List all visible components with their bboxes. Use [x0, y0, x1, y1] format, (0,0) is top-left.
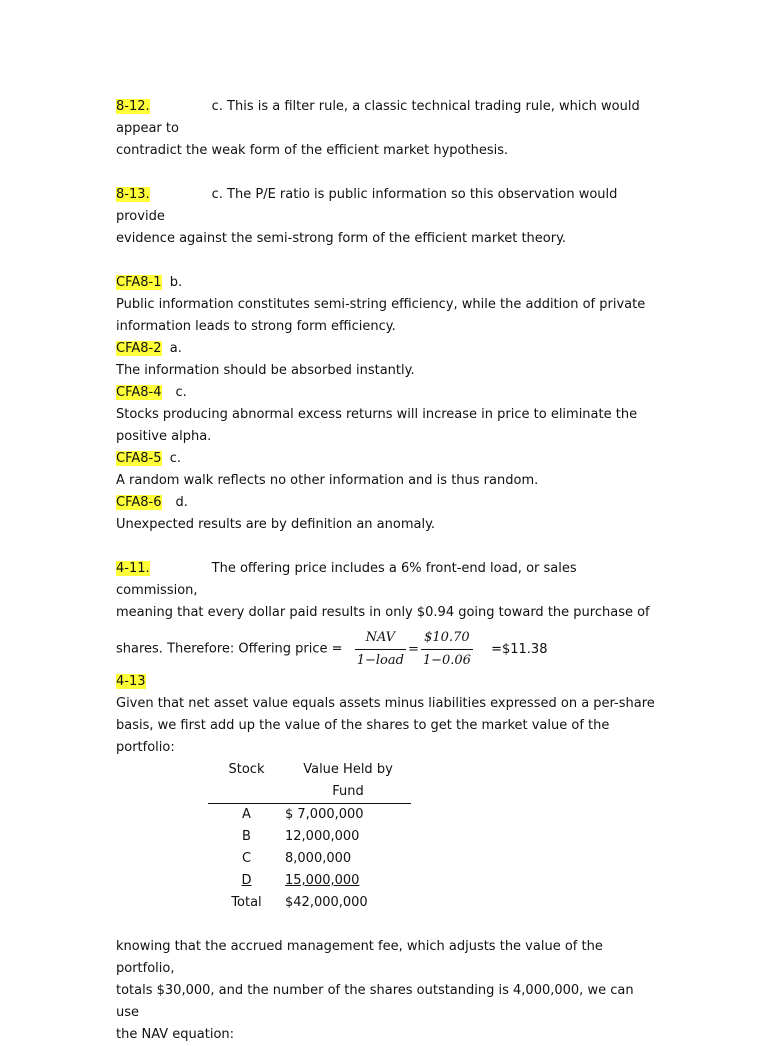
- row-value: 15,000,000: [285, 873, 360, 888]
- q4-11-text2: meaning that every dollar paid results in only $0.94 going toward the purchase of: [116, 605, 650, 620]
- cfa8-5-answer: c.: [169, 451, 182, 466]
- cfa8-5-label: CFA8-5: [116, 451, 162, 466]
- q8-12-label: 8-12.: [116, 99, 150, 114]
- cfa8-6-answer: d.: [175, 495, 188, 510]
- q4-13-text1: Given that net asset value equals assets minus liabilities expressed on a per-share: [116, 696, 655, 711]
- row-value: $ 7,000,000: [285, 807, 364, 822]
- cfa8-1-text1: Public information constitutes semi-string efficiency, while the addition of private: [116, 297, 646, 312]
- cfa8-6-text1: Unexpected results are by definition an anomaly.: [116, 517, 436, 532]
- q4-13-label: 4-13: [116, 674, 146, 689]
- table-row: [208, 804, 411, 827]
- fraction-1: [355, 628, 406, 671]
- q4-11-line1: [116, 558, 656, 602]
- q4-13-text4: totals $30,000, and the number of the shares outstanding is 4,000,000, we can use: [116, 983, 634, 1020]
- cfa8-4-header: [116, 382, 656, 404]
- fraction-1-numerator: NAV: [355, 628, 406, 650]
- q8-12-text2: contradict the weak form of the efficient market hypothesis.: [116, 143, 509, 158]
- cfa8-2-label: CFA8-2: [116, 341, 162, 356]
- q4-13-text2: basis, we first add up the value of the shares to get the market value of the portfolio:: [116, 718, 610, 755]
- q4-11-text3: shares. Therefore: Offering price =: [116, 641, 343, 657]
- cfa8-1-answer: b.: [169, 275, 183, 290]
- cfa8-1-header: [116, 272, 656, 294]
- table-row: [208, 848, 411, 870]
- fraction-2-denominator: 1−0.06: [422, 653, 471, 668]
- table-row: [208, 870, 411, 892]
- offering-price-formula: [355, 628, 473, 671]
- cfa8-2-header: [116, 338, 656, 360]
- fraction-2: [421, 628, 473, 671]
- formula-equals: =: [407, 641, 419, 657]
- cfa8-4-text2: positive alpha.: [116, 429, 212, 444]
- cfa8-5-text1: A random walk reflects no other information and is thus random.: [116, 473, 539, 488]
- q4-11-text1: The offering price includes a 6% front-end load, or sales commission,: [116, 561, 577, 598]
- row-stock: C: [241, 851, 252, 866]
- q8-12-line1: [116, 96, 656, 140]
- row-value: 12,000,000: [285, 829, 360, 844]
- cfa8-2-text1: The information should be absorbed instantly.: [116, 363, 415, 378]
- cfa8-4-text1: Stocks producing abnormal excess returns will increase in price to eliminate the: [116, 407, 638, 422]
- col-header-value-line2: Fund: [285, 781, 411, 804]
- document-page: [116, 96, 656, 1046]
- q4-13-text3: knowing that the accrued management fee, which adjusts the value of the portfolio,: [116, 939, 603, 976]
- q8-13-label: 8-13.: [116, 187, 150, 202]
- table-row: [208, 826, 411, 848]
- q4-11-result: =$11.38: [491, 641, 548, 657]
- q4-11-label: 4-11.: [116, 561, 150, 576]
- q4-13-text5: the NAV equation:: [116, 1027, 235, 1042]
- row-value: 8,000,000: [285, 851, 352, 866]
- fund-holdings-table: [208, 759, 411, 914]
- q8-13-text2: evidence against the semi-strong form of the efficient market theory.: [116, 231, 567, 246]
- cfa8-6-header: [116, 492, 656, 514]
- q4-13-header: [116, 671, 656, 693]
- row-value: $42,000,000: [285, 895, 368, 910]
- table-row-total: [208, 892, 411, 914]
- col-header-value-line1: Value Held by: [303, 762, 393, 777]
- cfa8-6-label: CFA8-6: [116, 495, 162, 510]
- q8-13-text1: c. The P/E ratio is public information so this observation would provide: [116, 187, 618, 224]
- row-stock: Total: [231, 895, 262, 910]
- q8-13-line1: [116, 184, 656, 228]
- cfa8-4-answer: c.: [175, 385, 187, 400]
- cfa8-5-header: [116, 448, 656, 470]
- cfa8-2-answer: a.: [169, 341, 182, 356]
- row-stock: B: [242, 829, 251, 844]
- q4-11-line3: [116, 628, 656, 671]
- cfa8-1-label: CFA8-1: [116, 275, 162, 290]
- cfa8-1-text2: information leads to strong form efficiency.: [116, 319, 396, 334]
- q8-12-text1: c. This is a filter rule, a classic technical trading rule, which would appear to: [116, 99, 640, 136]
- fraction-1-denominator: 1−load: [356, 653, 404, 668]
- cfa8-4-label: CFA8-4: [116, 385, 162, 400]
- col-header-stock: Stock: [228, 762, 265, 777]
- fraction-2-numerator: $10.70: [421, 628, 473, 650]
- row-stock: D: [241, 873, 252, 888]
- row-stock: A: [242, 807, 251, 822]
